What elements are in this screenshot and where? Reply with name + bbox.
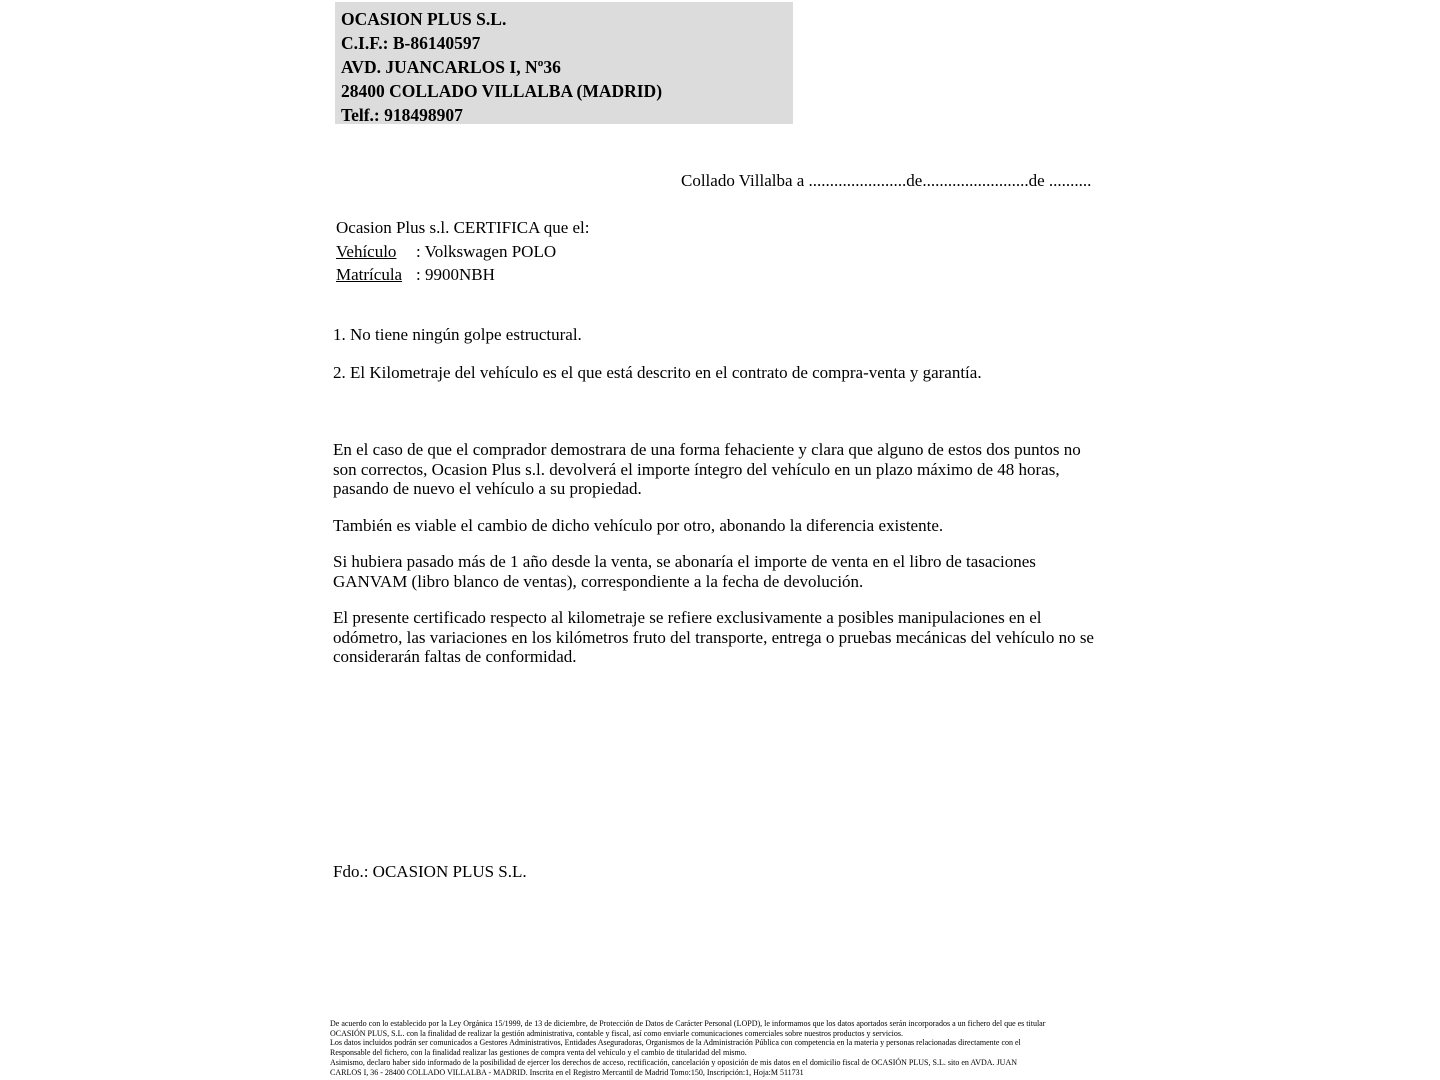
legal-notice (330, 1019, 1120, 1077)
paragraph-odometer: El presente certificado respecto al kilometraje se refiere exclusivamente a posibles manipulaciones en el odómetro, las variaciones en los kilómetros fruto del transporte, entrega o pruebas mecánicas del vehículo no se considerarán faltas de conformidad. (333, 608, 1094, 666)
company-city: 28400 COLLADO VILLALBA (MADRID) (341, 81, 663, 101)
plate-label: Matrícula (336, 265, 403, 284)
body-paragraphs (333, 440, 1095, 684)
legal-line-5: Asimismo, declaro haber sido informado de la posibilidad de ejercer los derechos de acceso, rectificación, cancelación y oposición de mis datos en el domicilio fiscal de OCASIÓN PLUS, S.L. sito en AVDA. JUAN (330, 1057, 1018, 1067)
certification-block (336, 216, 590, 287)
paragraph-ganvam: Si hubiera pasado más de 1 año desde la venta, se abonaría el importe de venta en el libro de tasaciones GANVAM (libro blanco de ventas), correspondiente a la fecha de devolución. (333, 552, 1036, 591)
company-address: AVD. JUANCARLOS I, Nº36 (341, 57, 561, 77)
vehicle-row (336, 240, 590, 264)
company-name: OCASION PLUS S.L. (341, 9, 507, 29)
plate-row (336, 263, 590, 287)
company-cif: C.I.F.: B-86140597 (341, 33, 481, 53)
legal-line-1: De acuerdo con lo establecido por la Ley Orgánica 15/1999, de 13 de diciembre, de Protección de Datos de Carácter Personal (LOPD), le informamos que los datos aportados serán incorporados a un fichero del que es titular (330, 1019, 1046, 1028)
legal-line-2: OCASIÓN PLUS, S.L. con la finalidad de realizar la gestión administrativa, contable y fiscal, así como enviarle comunicaciones comerciales sobre nuestros productos y servicios. (330, 1028, 903, 1038)
legal-line-6: CARLOS I, 36 - 28400 COLLADO VILLALBA - MADRID. Inscrita en el Registro Mercantil de Madrid Tomo:150, Inscripción:1, Hoja:M 511731 (330, 1067, 804, 1077)
signature-line: Fdo.: OCASION PLUS S.L. (333, 862, 527, 881)
vehicle-value: : Volkswagen POLO (416, 241, 557, 261)
vehicle-label: Vehículo (336, 241, 397, 261)
legal-line-4: Responsable del fichero, con la finalidad realizar las gestiones de compra venta del vehículo y el cambio de titularidad del mismo. (330, 1048, 747, 1058)
plate-value: : 9900NBH (416, 265, 495, 284)
paragraph-refund: En el caso de que el comprador demostrara de una forma fehaciente y clara que alguno de estos dos puntos no son correctos, Ocasion Plus s.l. devolverá el importe íntegro del vehículo en un plazo máximo de 48 horas, pasando de nuevo el vehículo a su propiedad. (333, 440, 1081, 498)
condition-point-2: 2. El Kilometraje del vehículo es el que está descrito en el contrato de compra-venta y garantía. (333, 363, 982, 382)
paragraph-exchange: También es viable el cambio de dicho vehículo por otro, abonando la diferencia existente. (333, 515, 944, 535)
condition-point-1: 1. No tiene ningún golpe estructural. (333, 325, 582, 344)
certification-intro: Ocasion Plus s.l. CERTIFICA que el: (336, 218, 590, 237)
date-fill-in-line: Collado Villalba a .......................de.........................de .......... (681, 171, 1092, 190)
company-phone: Telf.: 918498907 (341, 105, 463, 125)
legal-line-3: Los datos incluidos podrán ser comunicados a Gestores Administrativos, Entidades Aseguradoras, Organismos de la Administración Pública con competencia en la materia y personas relacionadas directamente con el (330, 1038, 1021, 1048)
company-header-box (335, 2, 793, 124)
